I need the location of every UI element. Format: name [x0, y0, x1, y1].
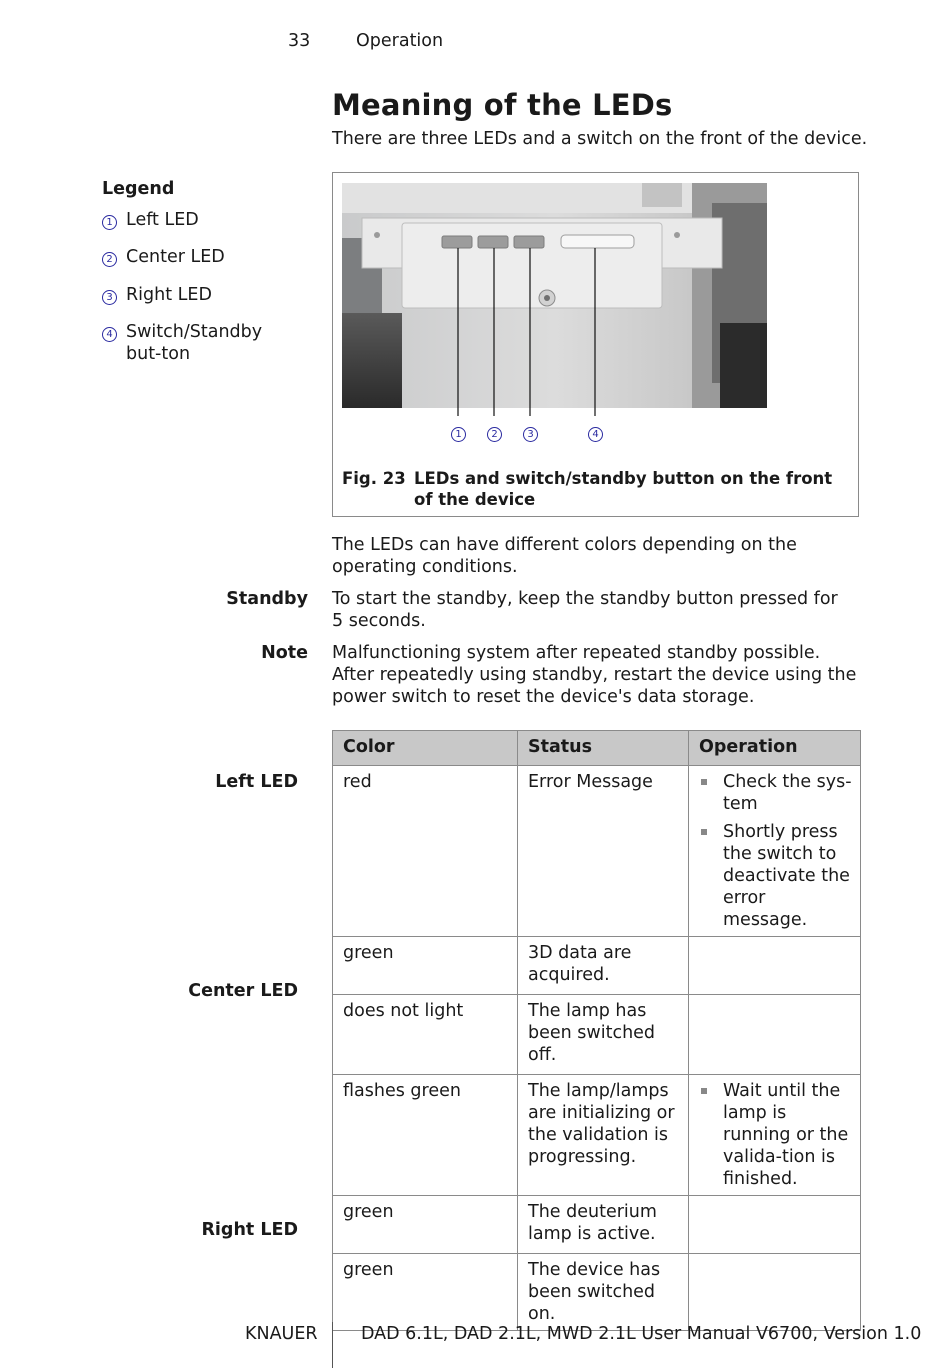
legend-label: Right LED [126, 285, 212, 305]
right-led-label: Right LED [201, 1220, 298, 1240]
cell-color: does not light [333, 995, 518, 1075]
circled-number-icon: 4 [102, 327, 117, 342]
circled-number-icon: 1 [102, 215, 117, 230]
cell-color: flashes green [333, 1075, 518, 1196]
operation-bullet: Check the sys-tem [699, 771, 852, 815]
callout-1: 1 [451, 427, 466, 442]
cell-color: red [333, 766, 518, 937]
table-row [333, 1196, 861, 1254]
operation-bullet: Shortly press the switch to deactivate the error message. [699, 821, 852, 931]
legend-label: Left LED [126, 210, 199, 230]
note-text: Malfunctioning system after repeated standby possible. After repeatedly using standby, restart the device using the power switch to reset the device's data storage. [332, 643, 857, 707]
cell-status: The lamp has been switched off. [518, 995, 689, 1075]
column-header-color: Color [333, 731, 518, 766]
cell-operation [689, 937, 861, 995]
cell-operation [689, 1196, 861, 1254]
circled-number-icon: 2 [102, 252, 117, 267]
operation-bullet: Wait until the lamp is running or the valida-tion is finished. [699, 1080, 852, 1190]
callout-2: 2 [487, 427, 502, 442]
cell-status: 3D data are acquired. [518, 937, 689, 995]
legend-label: Switch/Standby but-ton [126, 322, 263, 364]
legend-heading: Legend [102, 179, 175, 199]
note-label: Note [261, 643, 308, 663]
column-header-status: Status [518, 731, 689, 766]
table-row [333, 1254, 861, 1331]
cell-status: The deuterium lamp is active. [518, 1196, 689, 1254]
cell-color: green [333, 937, 518, 995]
cell-operation [689, 995, 861, 1075]
cell-status: The lamp/lamps are initializing or the validation is progressing. [518, 1075, 689, 1196]
circled-number-icon: 3 [102, 290, 117, 305]
footer-divider [332, 1322, 333, 1368]
footer-document-title: DAD 6.1L, DAD 2.1L, MWD 2.1L User Manual V6700, Version 1.0 [361, 1324, 922, 1344]
figure-callouts [342, 408, 767, 450]
table-header-row [333, 731, 861, 766]
device-front-photo [342, 183, 767, 408]
cell-status: The device has been switched on. [518, 1254, 689, 1331]
legend-label: Center LED [126, 247, 225, 267]
table-row [333, 766, 861, 937]
center-led-label: Center LED [188, 981, 298, 1001]
led-status-table [332, 730, 861, 1331]
figure-caption-text: LEDs and switch/standby button on the front of the device [414, 469, 833, 509]
legend-number [102, 246, 117, 268]
column-header-operation: Operation [689, 731, 861, 766]
cell-operation [689, 766, 861, 937]
cell-color: green [333, 1196, 518, 1254]
section-name: Operation [356, 31, 444, 51]
figure-caption-label: Fig. 23 [342, 469, 406, 488]
left-led-label: Left LED [215, 772, 298, 792]
legend-number [102, 209, 117, 231]
callout-3: 3 [523, 427, 538, 442]
cell-operation [689, 1075, 861, 1196]
standby-text: To start the standby, keep the standby button pressed for 5 seconds. [332, 589, 838, 631]
table-row [333, 937, 861, 995]
intro-text: There are three LEDs and a switch on the front of the device. [332, 129, 868, 149]
page-title: Meaning of the LEDs [332, 88, 673, 122]
table-row [333, 1075, 861, 1196]
cell-operation [689, 1254, 861, 1331]
legend-number [102, 284, 117, 306]
cell-color: green [333, 1254, 518, 1331]
legend-number [102, 321, 117, 343]
standby-label: Standby [226, 589, 308, 609]
footer-brand: KNAUER [245, 1324, 318, 1344]
page-number: 33 [288, 31, 311, 51]
table-row [333, 995, 861, 1075]
leds-description: The LEDs can have different colors depending on the operating conditions. [332, 535, 797, 577]
callout-4: 4 [588, 427, 603, 442]
cell-status: Error Message [518, 766, 689, 937]
